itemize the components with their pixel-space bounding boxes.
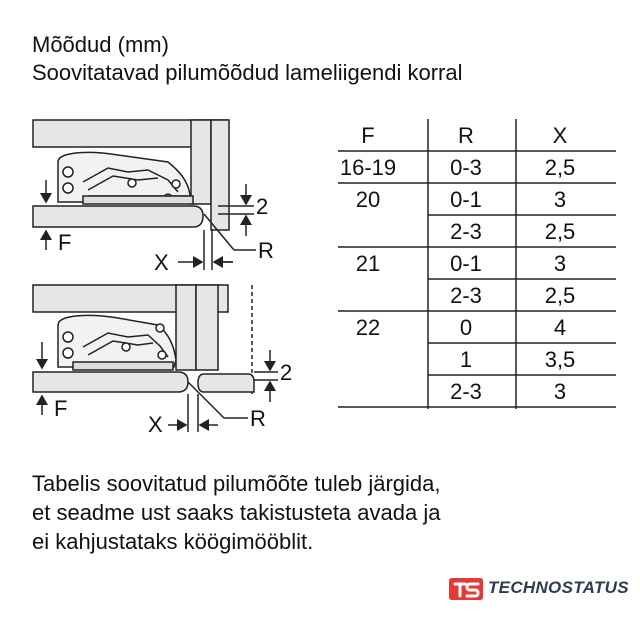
gap-label-top: 2: [256, 194, 269, 219]
table-cell-x: 3,5: [544, 347, 576, 372]
hinge-plate: [83, 196, 193, 204]
gap-label-bottom: 2: [280, 360, 293, 385]
table-cell-x: 2,5: [544, 219, 576, 244]
r-label-bottom: R: [250, 406, 266, 431]
heading-subtitle: Soovitatavad pilumõõdud lameliigendi korral: [32, 60, 463, 85]
table-cell-r: 2-3: [450, 283, 482, 308]
table-cell-x: 3: [553, 251, 567, 276]
table-cell-x: 2,5: [544, 283, 576, 308]
table-cell-x: 4: [553, 315, 567, 340]
table-cell-f: 20: [355, 187, 381, 212]
table-cell-r: 0-1: [450, 251, 482, 276]
side-wall: [176, 285, 196, 370]
table-cell-r: 2-3: [450, 219, 482, 244]
logo-text: TECHNOSTATUS: [488, 578, 629, 597]
hinge-plate: [73, 362, 173, 370]
appliance-door: [33, 206, 203, 227]
f-label-top: F: [58, 230, 72, 255]
table-cell-x: 3: [553, 379, 567, 404]
f-label-bottom: F: [54, 396, 68, 421]
hinge: [58, 152, 190, 202]
table-cell-r: 0-1: [450, 187, 482, 212]
table-header-f: F: [361, 123, 375, 148]
table-cell-f: 22: [355, 315, 381, 340]
technostatus-logo: [448, 572, 634, 606]
furniture-wall: [196, 285, 218, 370]
hinge: [58, 315, 176, 367]
table-cell-r: 2-3: [450, 379, 482, 404]
note-line-3: ei kahjustataks köögimööblit.: [32, 529, 314, 554]
x-label-top: X: [154, 250, 169, 275]
table-header-r: R: [458, 123, 474, 148]
table-cell-x: 3: [553, 187, 567, 212]
furniture-door: [198, 374, 254, 392]
table-cell-r: 1: [459, 347, 473, 372]
table-cell-r: 0: [459, 315, 473, 340]
page-heading: [32, 31, 462, 87]
side-wall: [191, 120, 211, 204]
table-cell-r: 0-3: [450, 155, 482, 180]
table-cell-f: 21: [355, 251, 381, 276]
table-cell-x: 2,5: [544, 155, 576, 180]
table-header-x: X: [552, 123, 568, 148]
appliance-door: [33, 372, 188, 392]
hinge-gap-diagram: [28, 110, 293, 440]
r-label-top: R: [258, 238, 274, 263]
table-cell-f: 16-19: [339, 155, 397, 180]
diagram-overlay-door: [33, 285, 278, 432]
note-line-2: et seadme ust saaks takistusteta avada ja: [32, 500, 441, 525]
gap-table: [338, 119, 616, 409]
installation-note: [32, 469, 440, 556]
x-label-bottom: X: [148, 412, 163, 437]
heading-title: Mõõdud (mm): [32, 32, 169, 57]
note-line-1: Tabelis soovitatud pilumõõte tuleb järgida,: [32, 471, 441, 496]
logo-mark-icon: [448, 572, 484, 606]
